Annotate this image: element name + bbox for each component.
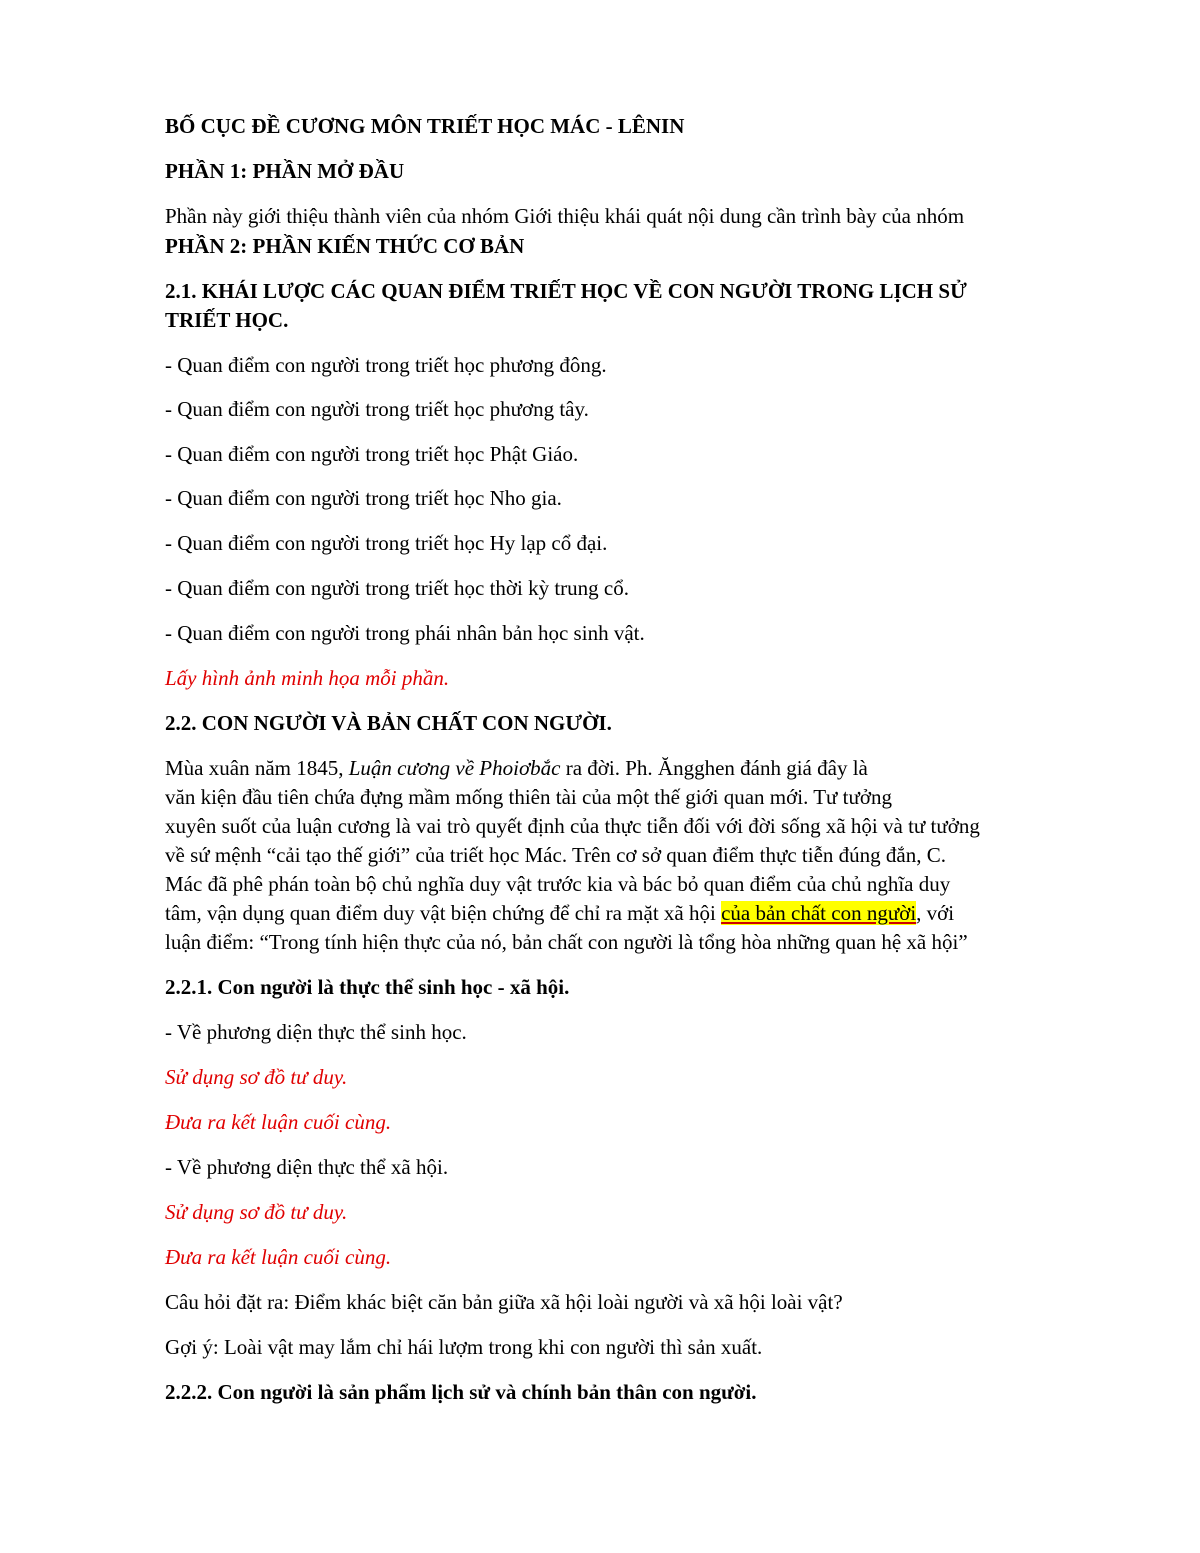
paragraph-italic-title: Luận cương về Phoiơbắc: [348, 756, 561, 780]
bullet-item: - Quan điểm con người trong phái nhân bản học sinh vật.: [165, 621, 645, 645]
paragraph-line: Mác đã phê phán toàn bộ chủ nghĩa duy vật trước kia và bác bỏ quan điểm của chủ nghĩa duy: [165, 872, 951, 896]
document-title: BỐ CỤC ĐỀ CƯƠNG MÔN TRIẾT HỌC MÁC - LÊNIN: [165, 114, 685, 138]
note-conclusion: Đưa ra kết luận cuối cùng.: [165, 1110, 392, 1134]
section-2-2-1-heading: 2.2.1. Con người là thực thể sinh học - xã hội.: [165, 975, 570, 999]
social-aspect: - Về phương diện thực thể xã hội.: [165, 1155, 449, 1179]
paragraph-line: về sứ mệnh “cải tạo thế giới” của triết học Mác. Trên cơ sở quan điểm thực tiễn đúng đắn, C.: [165, 843, 946, 867]
bullet-item: - Quan điểm con người trong triết học Phật Giáo.: [165, 442, 579, 466]
section-2-1-heading: 2.1. KHÁI LƯỢC CÁC QUAN ĐIỂM TRIẾT HỌC VỀ CON NGƯỜI TRONG LỊCH SỬ: [165, 279, 967, 303]
paragraph-line: [165, 899, 954, 928]
note-conclusion: Đưa ra kết luận cuối cùng.: [165, 1245, 392, 1269]
part1-text: Phần này giới thiệu thành viên của nhóm Giới thiệu khái quát nội dung cần trình bày của nhóm: [165, 204, 965, 228]
paragraph-text: ra đời. Ph. Ăngghen đánh giá đây là: [560, 756, 868, 780]
section-2-2-2-heading: 2.2.2. Con người là sản phẩm lịch sử và chính bản thân con người.: [165, 1380, 757, 1404]
paragraph-line: xuyên suốt của luận cương là vai trò quyết định của thực tiễn đối với đời sống xã hội và tư tưởng: [165, 814, 980, 838]
paragraph-text: Mùa xuân năm 1845,: [165, 756, 349, 780]
section-2-1-heading-cont: TRIẾT HỌC.: [165, 308, 289, 332]
section-2-2-heading: 2.2. CON NGƯỜI VÀ BẢN CHẤT CON NGƯỜI.: [165, 711, 612, 735]
note-mindmap: Sử dụng sơ đồ tư duy.: [165, 1200, 348, 1224]
note-mindmap: Sử dụng sơ đồ tư duy.: [165, 1065, 348, 1089]
note-images: Lấy hình ảnh minh họa mỗi phần.: [165, 666, 450, 690]
paragraph-line: văn kiện đầu tiên chứa đựng mầm mống thiên tài của một thế giới quan mới. Tư tưởng: [165, 785, 892, 809]
paragraph-line: [165, 754, 868, 783]
paragraph-text: , với: [916, 901, 955, 925]
bullet-item: - Quan điểm con người trong triết học Hy lạp cổ đại.: [165, 531, 608, 555]
part2-heading: PHẦN 2: PHẦN KIẾN THỨC CƠ BẢN: [165, 234, 525, 258]
bullet-item: - Quan điểm con người trong triết học Nho gia.: [165, 486, 562, 510]
bullet-item: - Quan điểm con người trong triết học phương tây.: [165, 397, 589, 421]
bullet-item: - Quan điểm con người trong triết học thời kỳ trung cổ.: [165, 576, 629, 600]
paragraph-line: luận điểm: “Trong tính hiện thực của nó, bản chất con người là tổng hòa những quan hệ xã hội”: [165, 930, 968, 954]
part1-heading: PHẦN 1: PHẦN MỞ ĐẦU: [165, 159, 405, 183]
bullet-item: - Quan điểm con người trong triết học phương đông.: [165, 353, 607, 377]
question-text: Câu hỏi đặt ra: Điểm khác biệt căn bản giữa xã hội loài người và xã hội loài vật?: [165, 1290, 843, 1314]
highlighted-text: của bản chất con người: [721, 901, 917, 925]
hint-text: Gợi ý: Loài vật may lắm chỉ hái lượm trong khi con người thì sản xuất.: [165, 1335, 763, 1359]
bio-aspect: - Về phương diện thực thể sinh học.: [165, 1020, 467, 1044]
paragraph-text: tâm, vận dụng quan điểm duy vật biện chứng để chỉ ra mặt xã hội: [165, 901, 722, 925]
